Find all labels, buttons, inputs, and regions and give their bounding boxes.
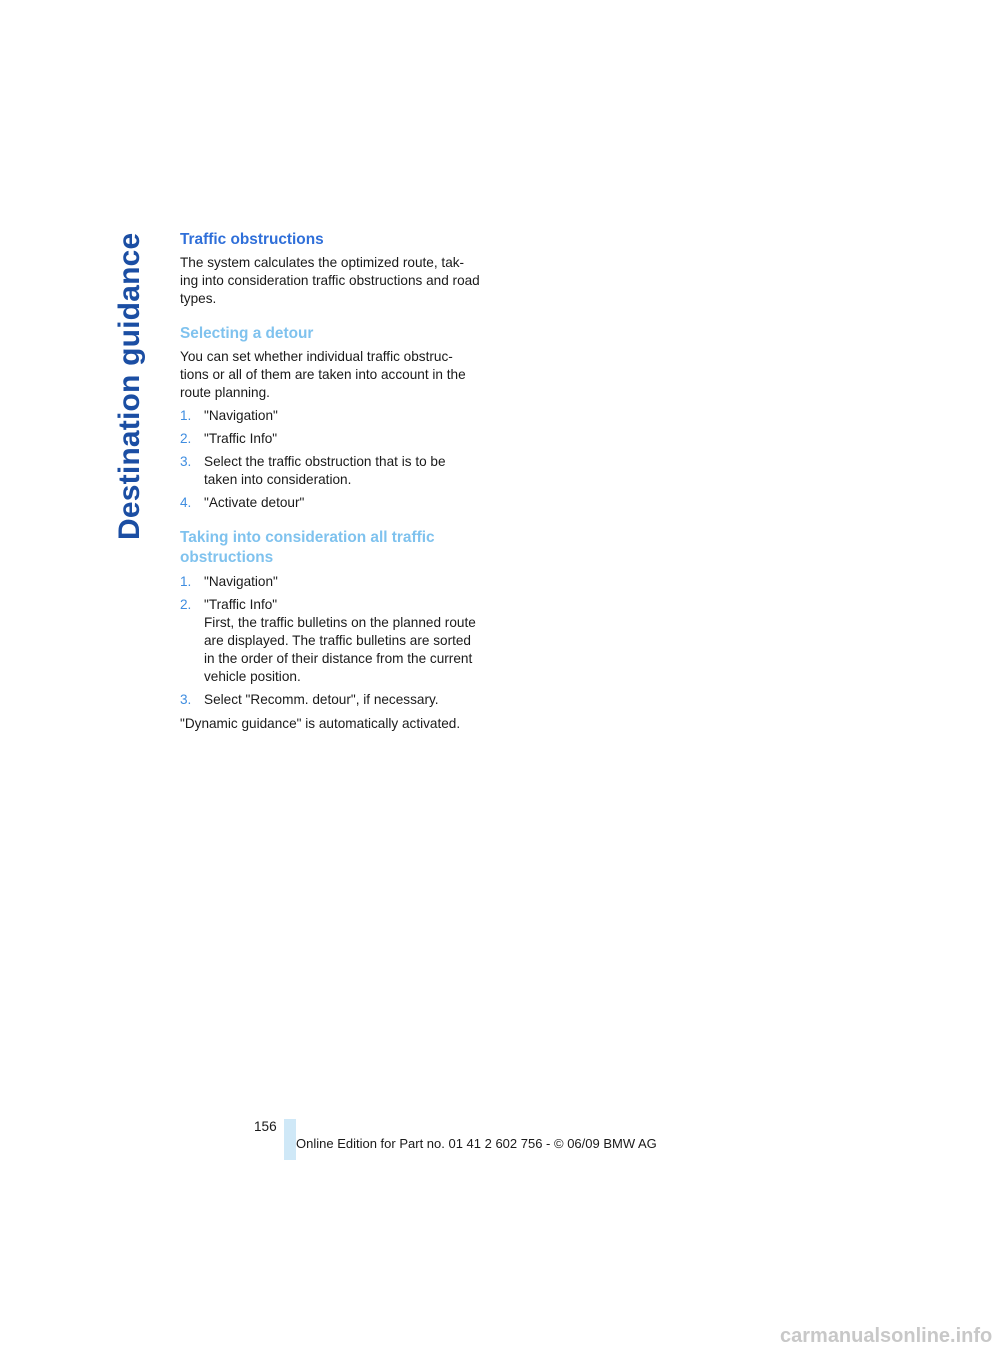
heading-all-obstructions: Taking into consideration all traffic obstructions [180, 529, 435, 566]
step-number: 2. [180, 431, 192, 446]
steps-selecting-detour [180, 407, 480, 512]
steps-all-obstructions [180, 573, 480, 709]
chapter-title: Destination guidance [113, 232, 146, 540]
page-number: 156 [254, 1119, 277, 1134]
page-content [180, 230, 480, 733]
list-item [180, 407, 480, 425]
paragraph-closing: "Dynamic guidance" is automatically activated. [180, 716, 461, 731]
step-number: 3. [180, 692, 192, 707]
step-text: "Navigation" [204, 408, 278, 423]
step-text: Select the traffic obstruction that is to be taken into consideration. [204, 454, 446, 487]
step-text: Select "Recomm. detour", if necessary. [204, 692, 439, 707]
step-subtext: First, the traffic bulletins on the planned route are displayed. The traffic bulletins are sorted in the order of their distance from the current vehicle position. [204, 615, 476, 684]
footer-edition-text: Online Edition for Part no. 01 41 2 602 756 - © 06/09 BMW AG [296, 1136, 657, 1151]
list-item [180, 691, 480, 709]
step-text: "Activate detour" [204, 495, 305, 510]
list-item [180, 430, 480, 448]
list-item [180, 453, 480, 489]
list-item [180, 494, 480, 512]
footer-accent-bar [284, 1119, 296, 1160]
step-text: "Traffic Info" [204, 597, 278, 612]
paragraph-selecting-detour: You can set whether individual traffic obstruc-tions or all of them are taken into account in the route planning. [180, 349, 466, 400]
step-text: "Navigation" [204, 574, 278, 589]
list-item [180, 573, 480, 591]
watermark-logo: carmanualsonline.info [780, 1325, 992, 1347]
heading-traffic-obstructions: Traffic obstructions [180, 231, 324, 248]
step-number: 4. [180, 495, 192, 510]
paragraph-traffic-obstructions: The system calculates the optimized route, tak-ing into consideration traffic obstructions and road types. [180, 255, 480, 306]
heading-selecting-detour: Selecting a detour [180, 325, 314, 342]
step-text-block [204, 596, 480, 686]
step-number: 2. [180, 597, 192, 612]
list-item [180, 596, 480, 686]
step-number: 1. [180, 574, 192, 589]
step-number: 1. [180, 408, 192, 423]
step-number: 3. [180, 454, 192, 469]
step-text: "Traffic Info" [204, 431, 278, 446]
